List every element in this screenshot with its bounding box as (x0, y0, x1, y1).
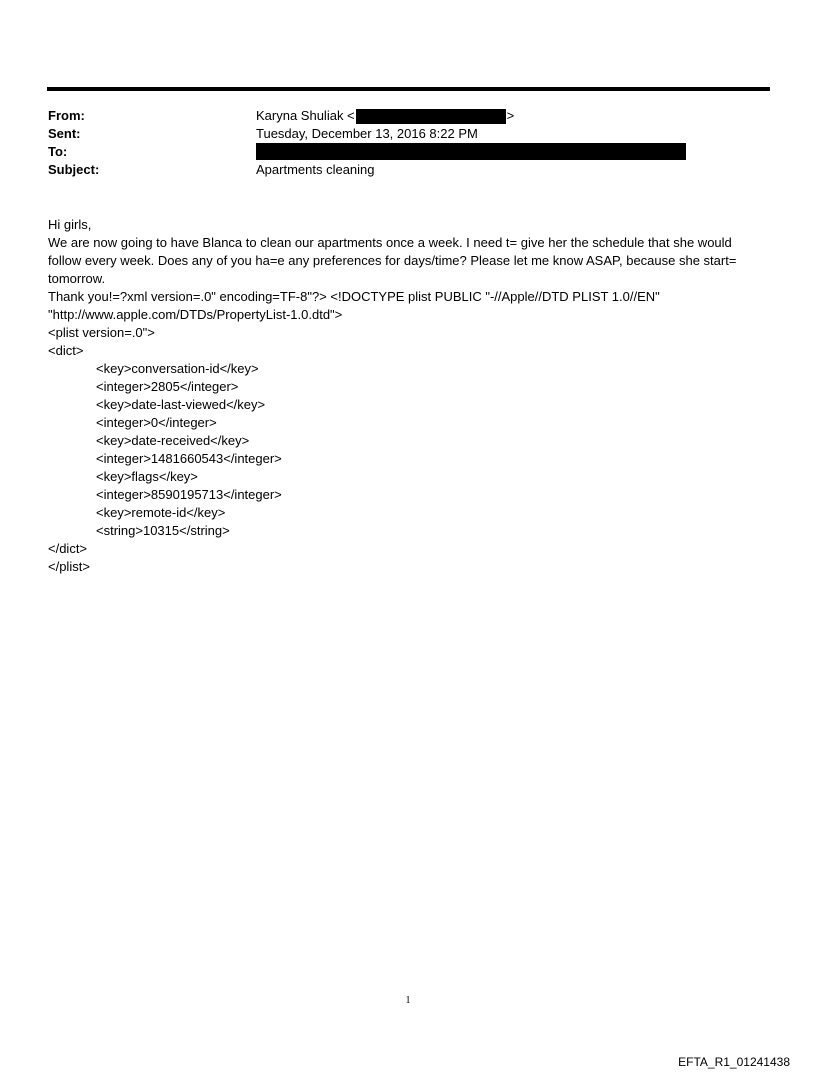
body-line: <dict> (48, 343, 84, 358)
body-line: Thank you!=?xml version=.0" encoding=TF-8"?> <!DOCTYPE plist PUBLIC "-//Apple//DTD PLIST 1.0//EN" (48, 289, 660, 304)
dict-line: <integer>8590195713</integer> (96, 487, 282, 502)
bates-number: EFTA_R1_01241438 (678, 1055, 790, 1069)
dict-line: <key>date-received</key> (96, 433, 250, 448)
body-line: We are now going to have Blanca to clean our apartments once a week. I need t= give her the schedule that she would (48, 235, 732, 250)
body-line: <plist version=.0"> (48, 325, 155, 340)
redacted-email (356, 109, 506, 124)
dict-line: <integer>0</integer> (96, 415, 217, 430)
body-line: follow every week. Does any of you ha=e any preferences for days/time? Please let me know ASAP, because she start= (48, 253, 737, 268)
dict-line: <key>flags</key> (96, 469, 198, 484)
redacted-recipients (256, 143, 686, 160)
to-row (48, 143, 768, 161)
sent-value: Tuesday, December 13, 2016 8:22 PM (256, 126, 478, 141)
dict-line: <key>date-last-viewed</key> (96, 397, 266, 412)
dict-line: <key>conversation-id</key> (96, 361, 259, 376)
body-line: "http://www.apple.com/DTDs/PropertyList-1.0.dtd"> (48, 307, 343, 322)
email-header (48, 107, 768, 179)
dict-line: <string>10315</string> (96, 523, 230, 538)
from-name: Karyna Shuliak < (256, 108, 355, 123)
subject-value: Apartments cleaning (256, 162, 375, 177)
closing-line: </plist> (48, 559, 90, 574)
header-rule (47, 87, 770, 91)
body-line: tomorrow. (48, 271, 106, 286)
closing-line: </dict> (48, 541, 88, 556)
dict-line: <integer>2805</integer> (96, 379, 239, 394)
from-label: From: (48, 108, 85, 123)
dict-line: <integer>1481660543</integer> (96, 451, 282, 466)
body-line: Hi girls, (48, 217, 92, 232)
from-value (256, 107, 514, 125)
page-number: 1 (405, 995, 411, 1006)
subject-label: Subject: (48, 162, 100, 177)
to-label: To: (48, 144, 68, 159)
subject-row (48, 161, 768, 179)
email-body (48, 216, 766, 576)
sent-label: Sent: (48, 126, 81, 141)
from-close: > (506, 108, 515, 123)
dict-line: <key>remote-id</key> (96, 505, 226, 520)
sent-row (48, 125, 768, 143)
from-row (48, 107, 768, 125)
